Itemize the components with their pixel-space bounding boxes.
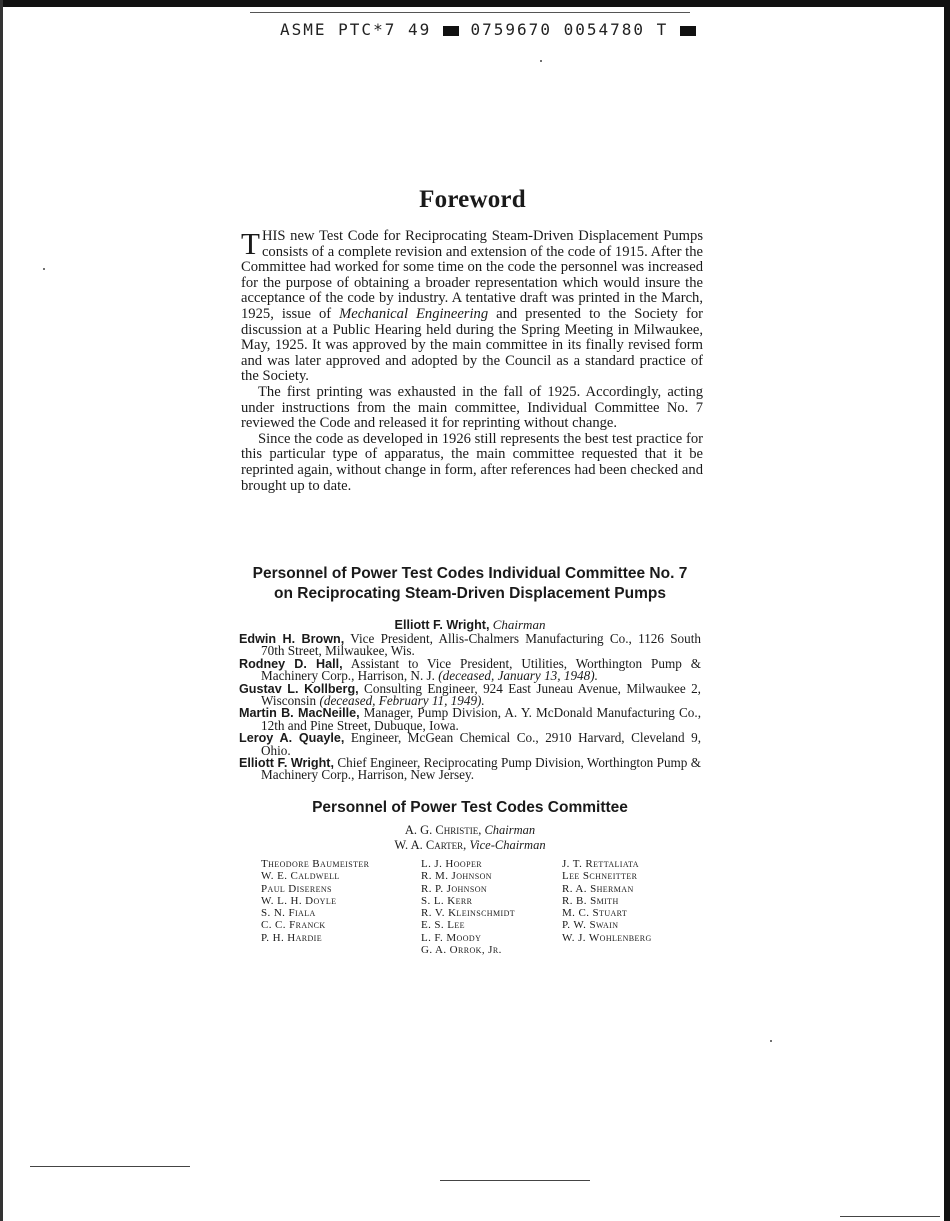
committee-member: R. M. Johnson xyxy=(421,870,492,883)
member-entry: Elliott F. Wright, Chief Engineer, Reciprocating Pump Division, Worthington Pump & Machinery Corp., Harrison, New Jersey. xyxy=(239,755,701,783)
scan-speck xyxy=(43,268,45,270)
scan-edge-top xyxy=(0,0,950,7)
committee-member: R. A. Sherman xyxy=(562,882,634,895)
committee-member: R. P. Johnson xyxy=(421,882,488,895)
individual-committee-heading: Personnel of Power Test Codes Individual Committee No. 7 on Reciprocating Steam-Driven Displacement Pumps xyxy=(252,565,688,602)
redaction-block xyxy=(680,26,696,36)
committee-member: L. J. Hooper xyxy=(421,858,482,870)
committee-member: C. C. Franck xyxy=(261,919,326,932)
member-entry: Edwin H. Brown, Vice President, Allis-Chalmers Manufacturing Co., 1126 South 70th Street, Milwaukee, Wis. xyxy=(239,631,701,659)
main-committee-chairman: A. G. Christie, Chairman xyxy=(404,823,536,837)
redaction-block xyxy=(443,26,459,36)
scan-smudge xyxy=(30,1166,190,1167)
code-line-right: 0759670 0054780 T xyxy=(470,20,669,39)
committee-member: S. L. Kerr xyxy=(421,894,473,907)
committee-column-2 xyxy=(421,858,515,956)
committee-member: W. E. Caldwell xyxy=(261,870,340,883)
document-code-line xyxy=(280,20,700,39)
committee-member: E. S. Lee xyxy=(421,919,465,932)
committee-member: S. N. Fiala xyxy=(261,907,316,920)
committee-member: R. V. Kleinschmidt xyxy=(421,907,516,920)
main-committee-heading: Personnel of Power Test Codes Committee xyxy=(312,799,628,816)
member-entry: Martin B. MacNeille, Manager, Pump Division, A. Y. McDonald Manufacturing Co., 12th and Pine Street, Dubuque, Iowa. xyxy=(239,705,701,733)
foreword-body xyxy=(241,226,703,494)
foreword-paragraph: The first printing was exhausted in the fall of 1925. Accordingly, acting under instructions from the main committee, Individual Committee No. 7 reviewed the Code and released it for reprinting without change. xyxy=(241,383,703,432)
scan-smudge xyxy=(440,1180,590,1181)
committee-member: Paul Diserens xyxy=(261,882,332,895)
scan-speck xyxy=(770,1040,772,1042)
committee-member: W. L. H. Doyle xyxy=(261,894,337,907)
scan-speck xyxy=(540,60,542,62)
main-committee-vice-chairman: W. A. Carter, Vice-Chairman xyxy=(394,838,546,852)
journal-title: Mechanical Engineering xyxy=(339,305,489,322)
member-entry: Leroy A. Quayle, Engineer, McGean Chemical Co., 2910 Harvard, Cleveland 9, Ohio. xyxy=(239,730,701,758)
committee-member: Theodore Baumeister xyxy=(261,858,370,870)
committee-column-3 xyxy=(562,858,652,944)
committee-column-1 xyxy=(261,858,369,944)
scan-smudge xyxy=(840,1216,940,1217)
code-line-left: ASME PTC*7 49 xyxy=(280,20,432,39)
committee-member: G. A. Orrok, Jr. xyxy=(421,944,502,957)
committee-member: M. C. Stuart xyxy=(562,907,628,920)
scan-rule xyxy=(250,12,690,13)
foreword-paragraph: Since the code as developed in 1926 still represents the best test practice for this particular type of apparatus, the main committee requested that it be reprinted again, without change in form, after references had been checked and brought up to date. xyxy=(241,430,703,494)
committee-member: J. T. Rettaliata xyxy=(562,858,639,870)
drop-cap: T xyxy=(241,226,260,261)
committee-member: Lee Schneitter xyxy=(562,870,638,883)
page-title: Foreword xyxy=(419,186,526,213)
committee-member: R. B. Smith xyxy=(562,894,619,907)
member-entry: Gustav L. Kollberg, Consulting Engineer, 924 East Juneau Avenue, Milwaukee 2, Wisconsin (deceased, February 11, 1949). xyxy=(239,680,701,709)
committee-member: L. F. Moody xyxy=(421,931,482,944)
scan-edge-left xyxy=(0,0,3,1221)
member-entry: Rodney D. Hall, Assistant to Vice President, Utilities, Worthington Pump & Machinery Corp., Harrison, N. J. (deceased, January 13, 1948). xyxy=(239,655,701,684)
individual-committee-chairman: Elliott F. Wright, Chairman xyxy=(394,617,546,632)
committee-member: P. H. Hardie xyxy=(261,931,323,944)
scan-edge-right xyxy=(944,0,950,1221)
committee-member: P. W. Swain xyxy=(562,919,619,932)
member-list xyxy=(239,633,701,782)
foreword-paragraph: THIS new Test Code for Reciprocating Steam-Driven Displacement Pumps consists of a complete revision and extension of the code of 1915. After the Committee had worked for some time on the code the personnel was increased for the purpose of obtaining a broader representation which would insure the acceptance of the code by industry. A tentative draft was printed in the March, 1925, issue of Mechanical Engineering and presented to the Society for discussion at a Public Hearing held during the Spring Meeting in Milwaukee, May, 1925. It was approved by the main committee in its finally revised form and was later approved and adopted by the Council as a standard practice of the Society. xyxy=(241,226,703,385)
committee-member: W. J. Wohlenberg xyxy=(562,931,652,944)
